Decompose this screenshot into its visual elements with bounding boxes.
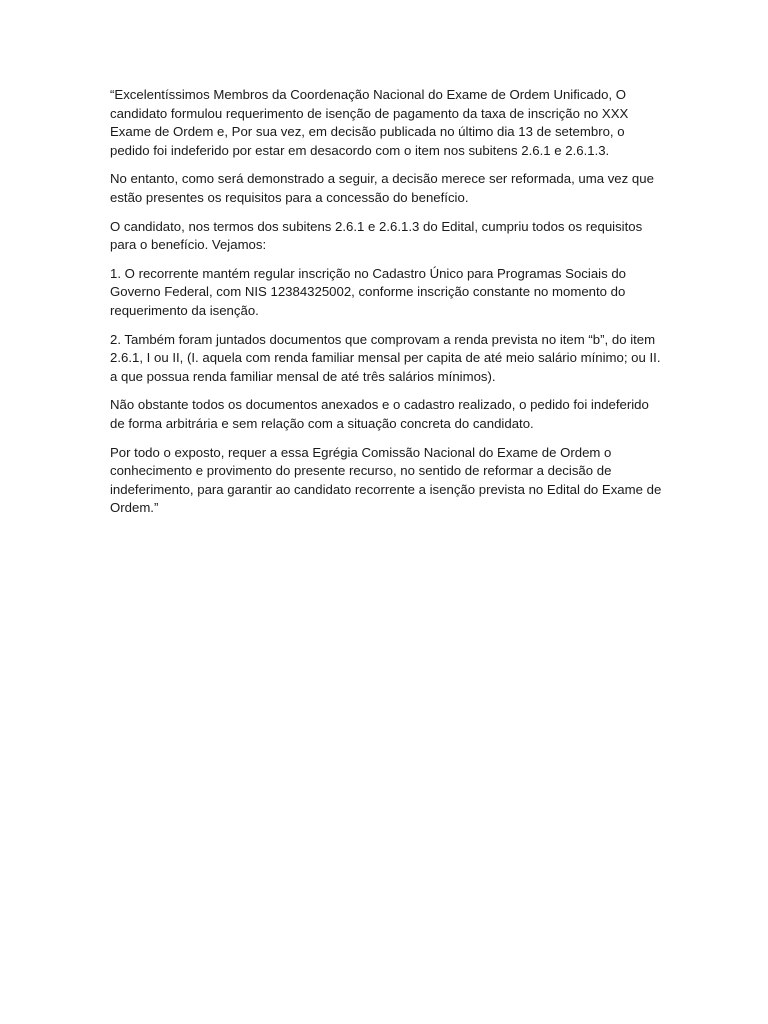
- paragraph-item-2: 2. Também foram juntados documentos que comprovam a renda prevista no item “b”, do item 2.6.1, I ou II, (I. aquela com renda familiar mensal per capita de até meio salário mínimo; ou II. a que possua renda familiar mensal de até três salários mínimos).: [110, 331, 661, 384]
- paragraph-requirements: O candidato, nos termos dos subitens 2.6.1 e 2.6.1.3 do Edital, cumpriu todos os requisitos para o benefício. Vejamos:: [110, 218, 643, 253]
- paragraph-salutation-intro: “Excelentíssimos Membros da Coordenação Nacional do Exame de Ordem Unificado, O candidato formulou requerimento de isenção de pagamento da taxa de inscrição no XXX Exame de Ordem e, Por sua vez, em decisão publicada no último dia 13 de setembro, o pedido foi indeferido por estar em desacordo com o item nos subitens 2.6.1 e 2.6.1.3.: [110, 87, 629, 158]
- paragraph-conclusion: Por todo o exposto, requer a essa Egrégia Comissão Nacional do Exame de Ordem o conhecimento e provimento do presente recurso, no sentido de reformar a decisão de indeferimento, para garantir ao candidato recorrente a isenção prevista no Edital do Exame de Ordem.”: [110, 444, 662, 516]
- paragraph-item-1: 1. O recorrente mantém regular inscrição no Cadastro Único para Programas Sociais do Governo Federal, com NIS 12384325002, conforme inscrição constante no momento do requerimento da isenção.: [110, 265, 627, 318]
- paragraph-however: No entanto, como será demonstrado a seguir, a decisão merece ser reformada, uma vez que estão presentes os requisitos para a concessão do benefício.: [110, 171, 654, 205]
- document-body: [110, 86, 662, 528]
- paragraph-despite: Não obstante todos os documentos anexados e o cadastro realizado, o pedido foi indeferido de forma arbitrária e sem relação com a situação concreta do candidato.: [110, 397, 649, 431]
